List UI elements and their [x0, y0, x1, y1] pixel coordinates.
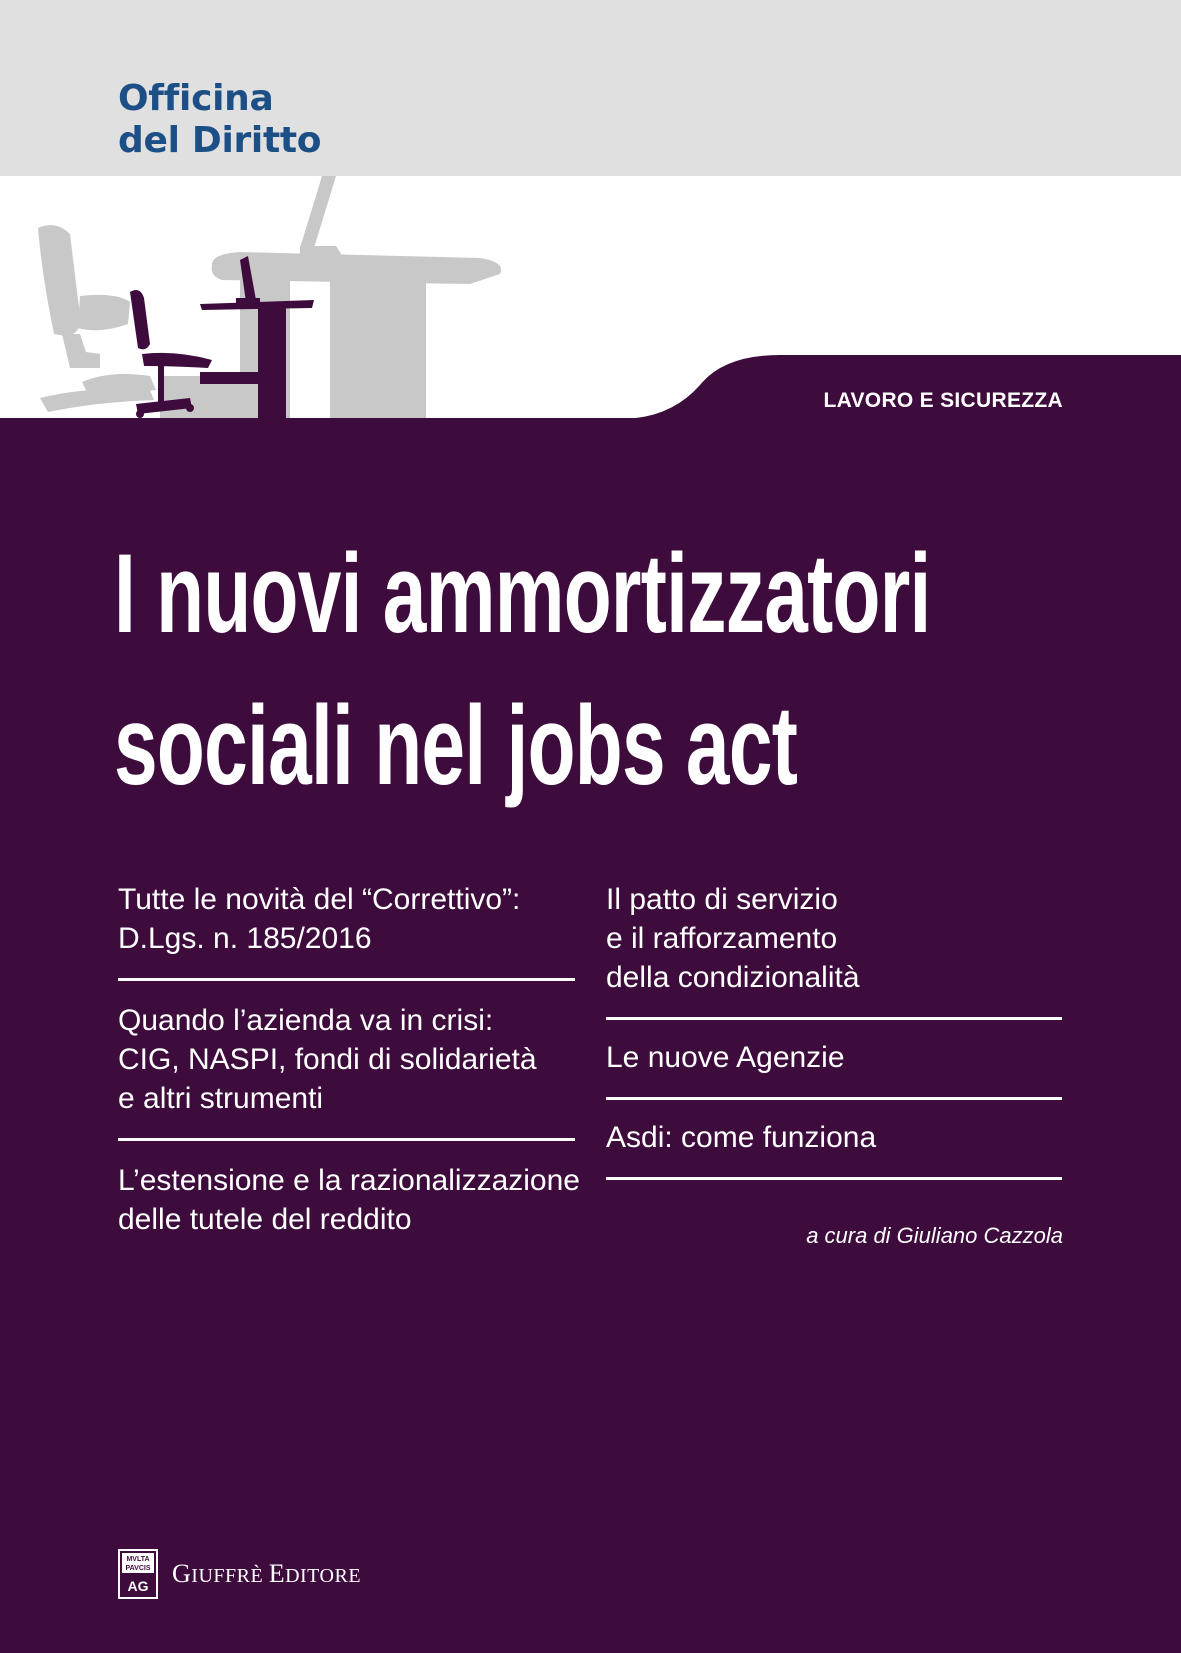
- topic-divider: [118, 1138, 575, 1141]
- publisher-name: [172, 1559, 361, 1589]
- series-name: [118, 78, 321, 162]
- publisher-logo-initials: AG: [127, 1578, 149, 1594]
- topic-line: CIG, NASPI, fondi di solidarietà: [118, 1043, 537, 1076]
- topic-text: [606, 1038, 1062, 1077]
- topic-line: e il rafforzamento: [606, 922, 838, 955]
- topic-item: [606, 880, 1062, 1020]
- series-name-line-2: del Diritto: [118, 120, 322, 161]
- topic-line: e altri strumenti: [118, 1082, 324, 1115]
- topic-line: delle tutele del reddito: [118, 1203, 412, 1236]
- publisher-logo-icon: [118, 1549, 158, 1599]
- publisher-logo-motto-2: PAVCIS: [125, 1565, 151, 1572]
- book-title-line-1: I nuovi ammortizzatori: [114, 531, 931, 656]
- publisher-name-initial-1: G: [172, 1559, 192, 1588]
- topic-line: della condizionalità: [606, 961, 860, 994]
- topic-item: [606, 1038, 1062, 1100]
- topic-line: Il patto di servizio: [606, 883, 838, 916]
- topic-line: Quando l’azienda va in crisi:: [118, 1004, 494, 1037]
- topic-text: [118, 1161, 580, 1239]
- publisher-name-rest-1: IUFFRÈ: [191, 1565, 269, 1587]
- topic-divider: [606, 1097, 1062, 1100]
- topic-line: L’estensione e la razionalizzazione: [118, 1164, 580, 1197]
- topics-right-column: [606, 880, 1062, 1180]
- topic-text: [118, 1001, 575, 1118]
- book-title: [114, 518, 931, 822]
- topic-text: [606, 880, 1062, 997]
- series-name-line-1: Officina: [118, 78, 274, 119]
- topic-text: [118, 880, 575, 958]
- topics-left-column: [118, 880, 580, 1239]
- category-label: LAVORO E SICUREZZA: [823, 389, 1063, 412]
- publisher-name-initial-2: E: [268, 1559, 286, 1588]
- topic-item: [118, 880, 575, 981]
- topic-divider: [606, 1177, 1062, 1180]
- topic-line: D.Lgs. n. 185/2016: [118, 922, 372, 955]
- topic-divider: [118, 978, 575, 981]
- publisher-logo-motto-1: MVLTA: [126, 1556, 150, 1563]
- topic-item: [118, 1161, 580, 1239]
- topic-text: [606, 1118, 1062, 1157]
- publisher-imprint: [118, 1549, 361, 1599]
- topic-item: [606, 1118, 1062, 1180]
- topic-item: [118, 1001, 575, 1141]
- publisher-name-rest-2: DITORE: [285, 1565, 362, 1587]
- topic-line: Asdi: come funziona: [606, 1121, 877, 1154]
- topic-line: Tutte le novità del “Correttivo”:: [118, 883, 521, 916]
- topic-divider: [606, 1017, 1062, 1020]
- editor-credit: a cura di Giuliano Cazzola: [806, 1223, 1063, 1248]
- topic-line: Le nuove Agenzie: [606, 1041, 845, 1074]
- book-title-line-2: sociali nel jobs act: [114, 683, 798, 808]
